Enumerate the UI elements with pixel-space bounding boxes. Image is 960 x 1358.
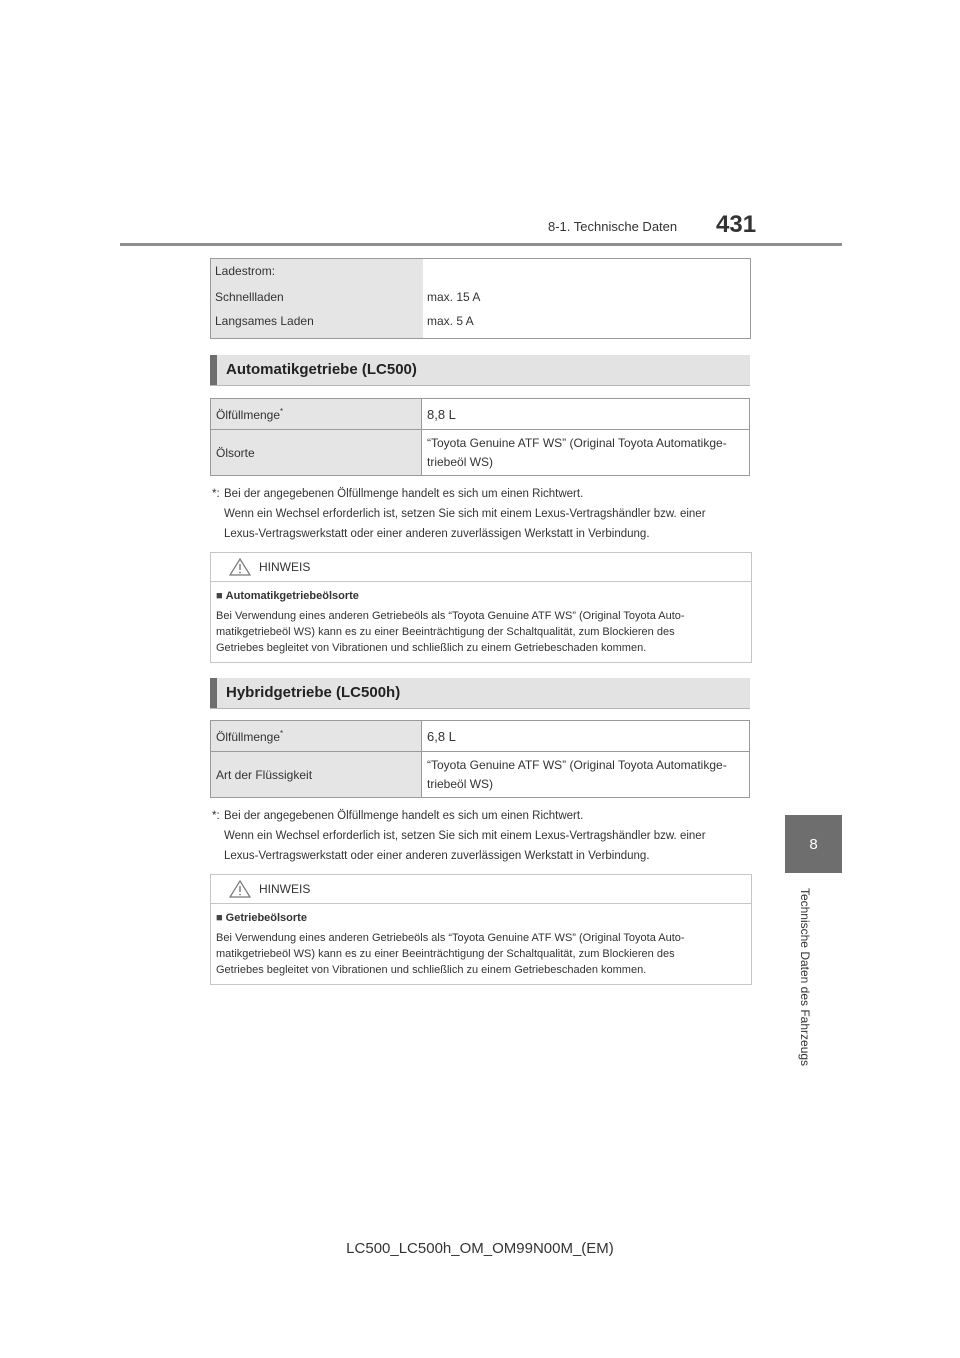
section-heading-automatic <box>210 355 750 386</box>
warning-icon <box>229 558 251 576</box>
notice-text: Bei Verwendung eines anderen Getriebeöls als “Toyota Genuine ATF WS” (Original Toyota Auto- <box>216 932 685 944</box>
chapter-title-vertical <box>796 882 814 1072</box>
spec-label: Art der Flüssigkeit <box>211 752 422 798</box>
spec-value: “Toyota Genuine ATF WS” (Original Toyota Automatikge- triebeöl WS) <box>422 430 750 476</box>
notice-text: matikgetriebeöl WS) kann es zu einer Beeinträchtigung der Schaltqualität, zum Blockieren des <box>216 948 675 960</box>
section-heading-hybrid-text: Hybridgetriebe (LC500h) <box>226 684 401 701</box>
footnote-hybrid: *: Bei der angegebenen Ölfüllmenge handelt es sich um einen Richtwert. Wenn ein Wechsel erforderlich ist, setzen Sie sich mit einem Lexus-Vertragshändler bzw. einer Lexus-Vertragswerkstatt oder einer anderen zuverlässigen Werkstatt in Verbindung. <box>212 810 706 862</box>
spec-value: “Toyota Genuine ATF WS” (Original Toyota Automatikge- triebeöl WS) <box>422 752 750 798</box>
charging-label-slow: Langsames Laden <box>215 314 314 328</box>
chapter-tab: 8 <box>785 815 842 873</box>
notice-label: HINWEIS <box>259 560 311 574</box>
spec-label: Ölfüllmenge* <box>211 721 422 752</box>
hybrid-spec-table <box>210 720 750 798</box>
warning-icon <box>229 880 251 898</box>
notice-label: HINWEIS <box>259 882 311 896</box>
table-row <box>211 399 750 430</box>
square-bullet-icon: ■ <box>216 912 223 924</box>
notice-subtitle: ■ Getriebeölsorte <box>216 912 307 924</box>
table-row <box>211 721 750 752</box>
section-heading-automatic-text: Automatikgetriebe (LC500) <box>226 361 417 378</box>
charging-label-fast: Schnellladen <box>215 290 284 304</box>
charging-title: Ladestrom: <box>215 264 276 278</box>
spec-value: 8,8 L <box>422 399 750 430</box>
automatic-spec-table <box>210 398 750 476</box>
footnote-automatic: *: Bei der angegebenen Ölfüllmenge handelt es sich um einen Richtwert. Wenn ein Wechsel erforderlich ist, setzen Sie sich mit einem Lexus-Vertragshändler bzw. einer Lexus-Vertragswerkstatt oder einer anderen zuverlässigen Werkstatt in Verbindung. <box>212 488 706 540</box>
footer-document-code: LC500_LC500h_OM_OM99N00M_(EM) <box>346 1240 614 1257</box>
notice-text: matikgetriebeöl WS) kann es zu einer Beeinträchtigung der Schaltqualität, zum Blockieren des <box>216 626 675 638</box>
table-row <box>211 430 750 476</box>
page-number: 431 <box>716 211 757 238</box>
charging-current-table <box>210 258 751 339</box>
notice-box-hybrid <box>210 874 752 985</box>
spec-label: Ölsorte <box>211 430 422 476</box>
notice-text: Getriebes begleitet von Vibrationen und schließlich zu einem Getriebeschaden kommen. <box>216 964 647 976</box>
notice-subtitle: ■ Automatikgetriebeölsorte <box>216 590 359 602</box>
notice-box-automatic <box>210 552 752 663</box>
notice-text: Bei Verwendung eines anderen Getriebeöls als “Toyota Genuine ATF WS” (Original Toyota Auto- <box>216 610 685 622</box>
header-section-title: 8-1. Technische Daten <box>548 219 678 234</box>
charging-value-fast: max. 15 A <box>427 290 481 304</box>
section-heading-hybrid <box>210 678 750 709</box>
chapter-title-text: Technische Daten des Fahrzeugs <box>798 887 812 1067</box>
table-row <box>211 752 750 798</box>
spec-value: 6,8 L <box>422 721 750 752</box>
header-divider <box>120 243 842 246</box>
square-bullet-icon: ■ <box>216 590 223 602</box>
spec-label: Ölfüllmenge* <box>211 399 422 430</box>
charging-value-slow: max. 5 A <box>427 314 474 328</box>
notice-text: Getriebes begleitet von Vibrationen und schließlich zu einem Getriebeschaden kommen. <box>216 642 647 654</box>
